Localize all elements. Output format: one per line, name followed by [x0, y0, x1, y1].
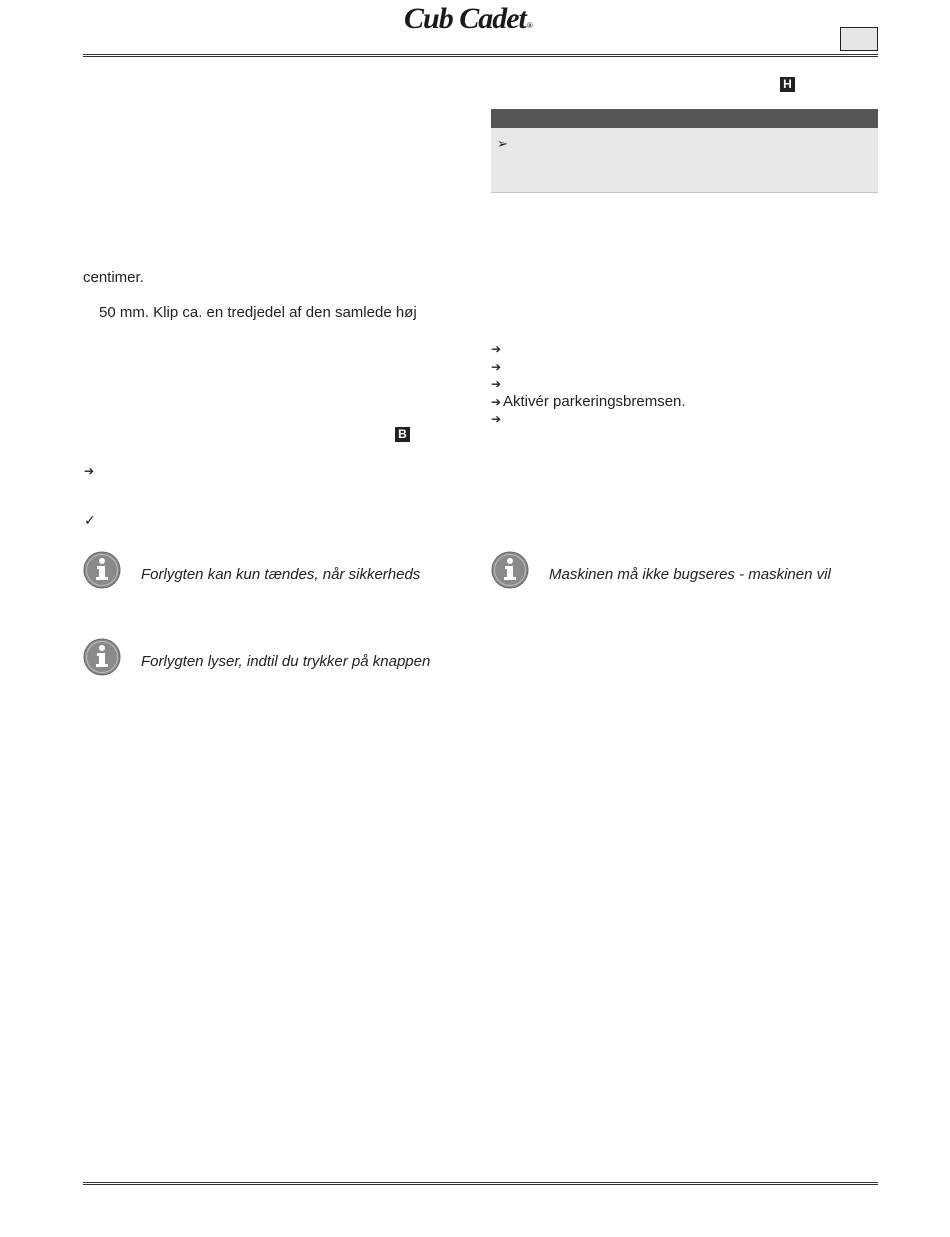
arrow-right-icon: ➔: [491, 377, 502, 391]
figure-h-badge: H: [780, 77, 795, 92]
step-item: [491, 375, 686, 393]
notice-box: [491, 128, 878, 193]
info-icon: [83, 638, 121, 681]
pointer-icon: ➢: [497, 136, 508, 151]
brand-logo: [404, 2, 579, 38]
page-number-box: [840, 27, 878, 51]
step-list: [491, 340, 686, 428]
step-item: [491, 358, 686, 376]
arrow-right-icon: ➔: [491, 342, 502, 356]
step-item: [491, 410, 686, 428]
info-icon: [491, 551, 529, 594]
header-rule: [83, 54, 878, 57]
registered-mark: ®: [526, 21, 532, 30]
arrow-right-icon: ➔: [491, 394, 502, 409]
info-note-text: Forlygten lyser, indtil du trykker på knappen: [141, 653, 431, 670]
step-item: [491, 393, 686, 411]
brand-logo-text: Cub Cadet: [404, 2, 526, 35]
step-text: Aktivér parkeringsbremsen.: [503, 392, 686, 410]
step-item: [491, 340, 686, 358]
left-arrow-item: [84, 462, 96, 480]
arrow-right-icon: ➔: [491, 412, 502, 426]
text-centimer: centimer.: [83, 269, 144, 286]
arrow-right-icon: ➔: [491, 359, 502, 374]
check-icon: ✓: [84, 512, 96, 528]
text-cutting-height: 50 mm. Klip ca. en tredjedel af den samlede høj: [99, 304, 417, 321]
info-icon: [83, 551, 121, 594]
arrow-right-icon: ➔: [84, 464, 95, 478]
notice-header-bar: [491, 109, 878, 128]
footer-rule: [83, 1182, 878, 1185]
figure-b-badge: B: [395, 427, 410, 442]
info-note-text: Maskinen må ikke bugseres - maskinen vil: [549, 566, 831, 583]
info-note-text: Forlygten kan kun tændes, når sikkerheds: [141, 566, 421, 583]
